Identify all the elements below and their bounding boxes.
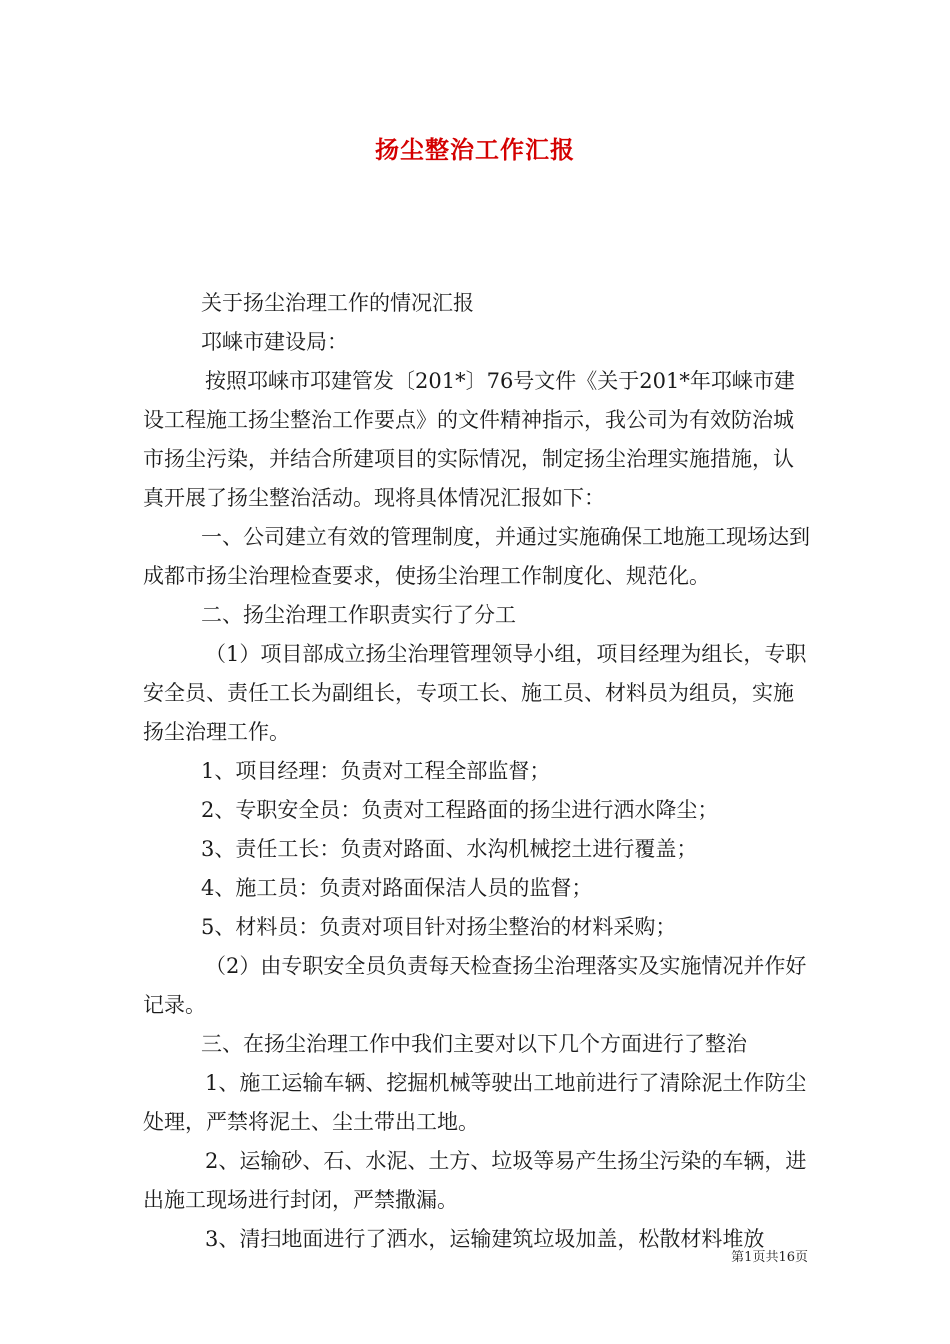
paragraph-duty-1: 1、项目经理：负责对工程全部监督；	[201, 759, 551, 783]
paragraph-duty-5: 5、材料员：负责对项目针对扬尘整治的材料采购；	[201, 915, 677, 939]
paragraph-duty-4: 4、施工员：负责对路面保洁人员的监督；	[201, 876, 593, 900]
paragraph-section-1: 一、公司建立有效的管理制度，并通过实施确保工地施工现场达到成都市扬尘治理检查要求，使扬尘治理工作制度化、规范化。	[143, 525, 810, 588]
paragraph-subject: 关于扬尘治理工作的情况汇报	[201, 291, 474, 315]
paragraph-item-2-record: （2）由专职安全员负责每天检查扬尘治理落实及实施情况并作好记录。	[143, 954, 807, 1017]
paragraph-measure-1: 1、施工运输车辆、挖掘机械等驶出工地前进行了清除泥土作防尘处理，严禁将泥土、尘土带出工地。	[143, 1071, 807, 1134]
page-number-footer: 第1页共16页	[731, 1250, 808, 1265]
document-body	[143, 284, 813, 1259]
paragraph-section-3: 三、在扬尘治理工作中我们主要对以下几个方面进行了整治	[201, 1032, 747, 1056]
paragraph-section-2: 二、扬尘治理工作职责实行了分工	[201, 603, 516, 627]
paragraph-recipient: 邛崃市建设局：	[201, 330, 348, 354]
paragraph-measure-2: 2、运输砂、石、水泥、土方、垃圾等易产生扬尘污染的车辆，进出施工现场进行封闭，严禁撒漏。	[143, 1149, 807, 1212]
paragraph-item-1-group: （1）项目部成立扬尘治理管理领导小组，项目经理为组长，专职安全员、责任工长为副组长，专项工长、施工员、材料员为组员，实施扬尘治理工作。	[143, 642, 807, 744]
paragraph-measure-3: 3、清扫地面进行了洒水，运输建筑垃圾加盖，松散材料堆放	[205, 1227, 765, 1251]
paragraph-intro: 按照邛崃市邛建管发〔201*〕76号文件《关于201*年邛崃市建设工程施工扬尘整治工作要点》的文件精神指示，我公司为有效防治城市扬尘污染，并结合所建项目的实际情况，制定扬尘治理实施措施，认真开展了扬尘整治活动。现将具体情况汇报如下：	[143, 369, 795, 510]
document-title: 扬尘整治工作汇报	[375, 135, 575, 164]
paragraph-duty-3: 3、责任工长：负责对路面、水沟机械挖土进行覆盖；	[201, 837, 698, 861]
paragraph-duty-2: 2、专职安全员：负责对工程路面的扬尘进行洒水降尘；	[201, 798, 719, 822]
